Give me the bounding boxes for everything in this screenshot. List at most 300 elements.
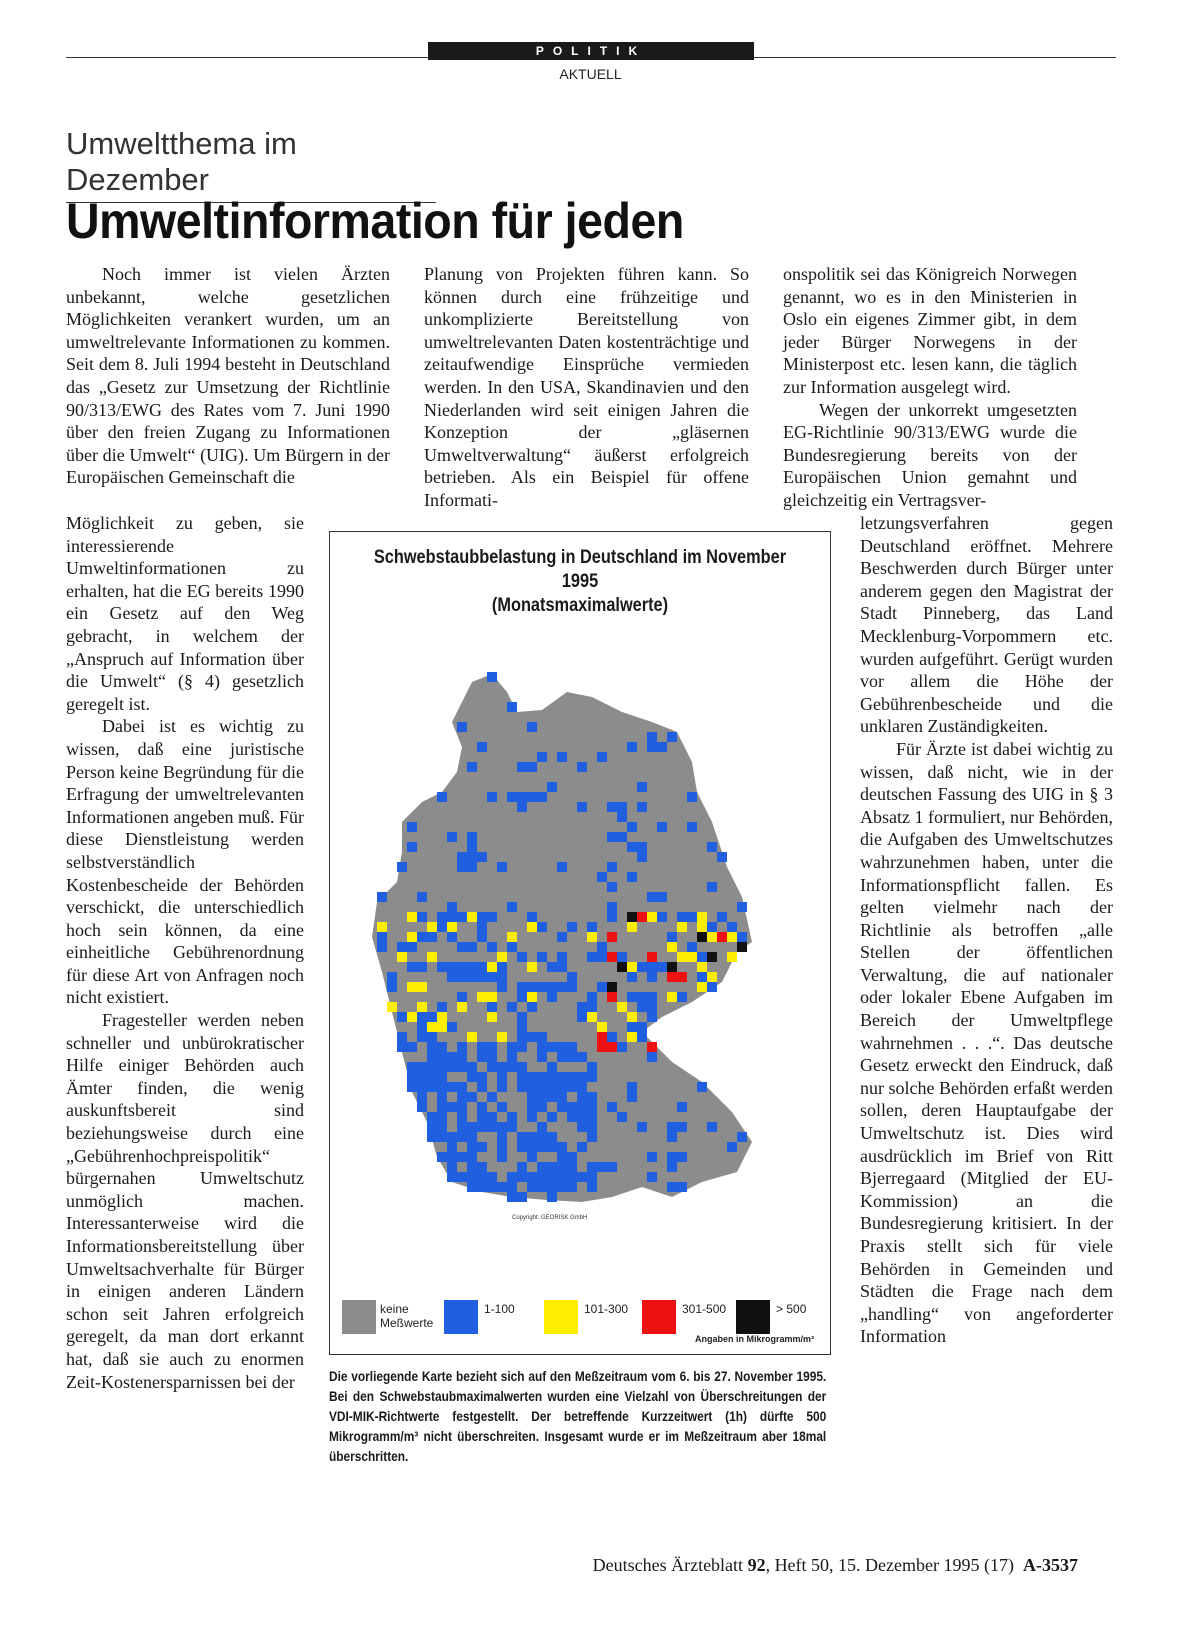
map-cell <box>487 1062 497 1072</box>
map-cell <box>677 1182 687 1192</box>
map-cell <box>507 932 517 942</box>
map-cell <box>557 982 567 992</box>
map-cell <box>507 1002 517 1012</box>
map-cell <box>527 1002 537 1012</box>
map-cell <box>647 962 657 972</box>
body-column-1-bottom <box>66 512 304 1393</box>
map-cell <box>487 1092 497 1102</box>
map-cell <box>677 952 687 962</box>
body-column-3-bottom <box>860 512 1113 1348</box>
map-cell <box>607 982 617 992</box>
map-cell <box>707 922 717 932</box>
map-cell <box>517 1192 527 1202</box>
map-cell <box>557 1172 567 1182</box>
map-cell <box>517 762 527 772</box>
map-cell <box>677 992 687 1002</box>
map-cell <box>607 932 617 942</box>
map-cell <box>667 972 677 982</box>
map-cell <box>697 952 707 962</box>
map-cell <box>487 1122 497 1132</box>
map-cell <box>457 992 467 1002</box>
map-cell <box>497 1072 507 1082</box>
map-cell <box>437 1062 447 1072</box>
map-cell <box>547 1042 557 1052</box>
body-paragraph: Noch immer ist vielen Ärzten unbekannt, welche gesetzlichen Möglichkeiten verankert wurden, um an umweltrelevante Informationen zu kommen. Seit dem 8. Juli 1994 besteht in Deutschland das „Gesetz zur Umsetzung der Richtlinie 90/313/EWG des Rates vom 7. Juni 1990 über den freien Zugang zu Informationen über die Umwelt“ (UIG). Um Bürgern in der Europäischen Gemeinschaft die <box>66 264 390 488</box>
map-cell <box>397 1042 407 1052</box>
map-cell <box>517 1022 527 1032</box>
map-cell <box>427 1112 437 1122</box>
map-cell <box>407 1042 417 1052</box>
map-cell <box>557 1042 567 1052</box>
map-cell <box>557 1092 567 1102</box>
map-cell <box>507 792 517 802</box>
map-cell <box>527 1112 537 1122</box>
map-cell <box>397 952 407 962</box>
map-cell <box>577 1172 587 1182</box>
map-cell <box>427 1052 437 1062</box>
body-paragraph: onspolitik sei das Königreich Norwegen genannt, wo es in den Ministerien in Oslo ein eigenes Zimmer gibt, in dem jeder Bürger Norwegens in der Ministerpost etc. lesen kann, die täglich zur Information ausgelegt wird. <box>783 264 1077 397</box>
map-cell <box>627 1012 637 1022</box>
body-column-1-top <box>66 263 390 489</box>
figure-title <box>365 546 795 618</box>
map-cell <box>497 962 507 972</box>
map-cell <box>467 962 477 972</box>
map-cell <box>537 1132 547 1142</box>
map-cell <box>407 1062 417 1072</box>
map-cell <box>467 1182 477 1192</box>
article-headline: Umweltinformation für jeden <box>66 193 684 249</box>
map-cell <box>567 1152 577 1162</box>
map-cell <box>487 1112 497 1122</box>
map-cell <box>737 1132 747 1142</box>
map-cell <box>687 792 697 802</box>
map-cell <box>557 1182 567 1192</box>
journal-name: Deutsches Ärzteblatt <box>592 1555 744 1575</box>
map-cell <box>617 1112 627 1122</box>
map-cell <box>467 1132 477 1142</box>
map-cell <box>687 952 697 962</box>
page-footer <box>593 1555 1078 1576</box>
map-cell <box>447 1172 457 1182</box>
map-cell <box>577 1052 587 1062</box>
map-cell <box>547 1062 557 1072</box>
map-cell <box>537 1182 547 1192</box>
map-cell <box>487 1012 497 1022</box>
map-cell <box>637 1002 647 1012</box>
map-cell <box>617 1042 627 1052</box>
map-cell <box>667 732 677 742</box>
map-cell <box>447 1052 457 1062</box>
map-cell <box>697 932 707 942</box>
page-number: A-3537 <box>1023 1555 1078 1575</box>
legend-swatch-no-data <box>342 1300 376 1334</box>
map-cell <box>627 1082 637 1092</box>
map-cell <box>707 842 717 852</box>
map-cell <box>647 732 657 742</box>
map-cell <box>607 992 617 1002</box>
map-cell <box>717 912 727 922</box>
map-cell <box>537 792 547 802</box>
map-cell <box>447 1162 457 1172</box>
map-cell <box>437 912 447 922</box>
map-cell <box>437 1012 447 1022</box>
map-cell <box>627 972 637 982</box>
map-cell <box>497 952 507 962</box>
map-cell <box>527 922 537 932</box>
map-cell <box>637 852 647 862</box>
map-cell <box>487 992 497 1002</box>
map-cell <box>707 982 717 992</box>
map-cell <box>437 1022 447 1032</box>
map-cell <box>527 1132 537 1142</box>
legend-label-1-100: 1-100 <box>484 1302 515 1316</box>
map-cell <box>427 1012 437 1022</box>
legend-label-101-300: 101-300 <box>584 1302 629 1316</box>
map-cell <box>607 862 617 872</box>
body-paragraph: Dabei ist es wichtig zu wissen, daß eine juristische Person keine Begründung für die Erfragung der umweltrelevanten Informationen angeben muß. Für diese Dienstleistung werden selbstverständlich Kostenbescheide der Behörden verschickt, die unterschiedlich hoch sein können, da eine einheitliche Gebührenordnung für diese Art von Anfragen noch nicht existiert. <box>66 716 304 1008</box>
map-cell <box>557 1072 567 1082</box>
map-cell <box>467 762 477 772</box>
map-cell <box>437 962 447 972</box>
map-cell <box>727 922 737 932</box>
map-cell <box>537 922 547 932</box>
map-cell <box>497 972 507 982</box>
map-cell <box>547 1082 557 1092</box>
map-cell <box>537 1172 547 1182</box>
map-cell <box>547 992 557 1002</box>
map-cell <box>567 1052 577 1062</box>
body-paragraph: Fragesteller werden neben schneller und unbürokratischer Hilfe einiger Behörden auch Ämter finden, die wenig auskunftsbereit sind beziehungsweise durch eine „Gebührenhochpreispolitik“ bürgernahen Umweltschutz unmöglich machen. Interessanterweise wird die Informationsbereitstellung über Umweltsachverhalte für Bürger in einigen anderen Ländern schon seit Jahren erfolgreich geregelt, da man dort erkannt hat, daß sie auch zu enormen Zeit-Kostenersparnissen bei der <box>66 1010 304 1392</box>
map-cell <box>527 792 537 802</box>
map-cell <box>557 1152 567 1162</box>
map-cell <box>587 932 597 942</box>
map-cell <box>417 962 427 972</box>
map-cell <box>477 992 487 1002</box>
map-cell <box>607 1042 617 1052</box>
legend-swatch-301-500 <box>642 1300 676 1334</box>
map-cell <box>577 1092 587 1102</box>
map-cell <box>587 1132 597 1142</box>
map-cell <box>477 1162 487 1172</box>
map-cell <box>447 1082 457 1092</box>
map-cell <box>607 832 617 842</box>
map-cell <box>407 822 417 832</box>
map-cell <box>407 1082 417 1092</box>
map-cell <box>487 942 497 952</box>
map-cell <box>497 1152 507 1162</box>
map-cell <box>477 972 487 982</box>
map-cell <box>627 872 637 882</box>
map-cell <box>457 1042 467 1052</box>
map-cell <box>447 902 457 912</box>
map-cell <box>477 852 487 862</box>
map-cell <box>437 1102 447 1112</box>
germany-map <box>342 652 818 1292</box>
map-cell <box>557 1102 567 1112</box>
map-cell <box>527 1082 537 1092</box>
map-cell <box>687 912 697 922</box>
map-cell <box>627 822 637 832</box>
map-cell <box>507 1042 517 1052</box>
map-cell <box>547 1112 557 1122</box>
map-cell <box>447 1142 457 1152</box>
map-cell <box>437 1002 447 1012</box>
map-cell <box>407 932 417 942</box>
map-cell <box>457 1082 467 1092</box>
map-cell <box>537 952 547 962</box>
map-cell <box>647 952 657 962</box>
map-cell <box>547 1192 557 1202</box>
map-cell <box>547 782 557 792</box>
map-cell <box>707 972 717 982</box>
map-cell <box>427 1062 437 1072</box>
map-cell <box>457 1062 467 1072</box>
map-cell <box>487 972 497 982</box>
map-cell <box>627 992 637 1002</box>
map-cell <box>587 1012 597 1022</box>
map-cell <box>637 782 647 792</box>
map-cell <box>637 962 647 972</box>
map-cell <box>707 1122 717 1132</box>
map-cell <box>437 1082 447 1092</box>
map-cell <box>527 982 537 992</box>
map-cell <box>627 1032 637 1042</box>
map-cell <box>677 1102 687 1112</box>
map-cell <box>557 1082 567 1092</box>
body-column-3-top <box>783 263 1077 512</box>
map-cell <box>527 722 537 732</box>
journal-volume: 92 <box>747 1555 766 1575</box>
body-paragraph: Möglichkeit zu geben, sie interessierende Umweltinformationen zu erhalten, hat die EG bereits 1990 ein Gesetz auf den Weg gebracht, in welchem der „Anspruch auf Information über die Umwelt“ (§ 4) gesetzlich geregelt ist. <box>66 513 304 714</box>
map-cell <box>627 962 637 972</box>
map-cell <box>517 1172 527 1182</box>
map-cell <box>547 1072 557 1082</box>
map-cell <box>497 1122 507 1132</box>
map-cell <box>627 922 637 932</box>
map-cell <box>487 1002 497 1012</box>
map-cell <box>477 1172 487 1182</box>
map-cell <box>467 912 477 922</box>
map-cell <box>517 802 527 812</box>
map-cell <box>567 1182 577 1192</box>
map-cell <box>557 1162 567 1172</box>
map-cell <box>707 882 717 892</box>
map-cell <box>517 1082 527 1092</box>
body-column-2 <box>424 263 749 512</box>
map-cell <box>567 922 577 932</box>
map-cell <box>457 722 467 732</box>
map-cell <box>447 1022 457 1032</box>
legend-label-line-2: Meßwerte <box>380 1316 434 1330</box>
map-cell <box>427 1032 437 1042</box>
map-cell <box>427 1042 437 1052</box>
map-cell <box>517 1032 527 1042</box>
map-cell <box>477 922 487 932</box>
map-cell <box>607 952 617 962</box>
map-cell <box>477 1142 487 1152</box>
map-cell <box>687 822 697 832</box>
map-cell <box>697 912 707 922</box>
map-cell <box>377 892 387 902</box>
map-cell <box>467 972 477 982</box>
map-cell <box>647 892 657 902</box>
map-cell <box>697 962 707 972</box>
map-cell <box>637 802 647 812</box>
map-cell <box>647 912 657 922</box>
map-cell <box>597 752 607 762</box>
map-cell <box>667 962 677 972</box>
map-cell <box>667 932 677 942</box>
map-cell <box>647 742 657 752</box>
map-cell <box>447 1132 457 1142</box>
map-cell <box>697 972 707 982</box>
map-cell <box>397 862 407 872</box>
map-cell <box>377 922 387 932</box>
map-cell <box>527 762 537 772</box>
map-cell <box>557 862 567 872</box>
map-cell <box>617 952 627 962</box>
map-cell <box>667 1152 677 1162</box>
map-cell <box>427 1082 437 1092</box>
map-cell <box>527 1142 537 1152</box>
map-cell <box>497 862 507 872</box>
map-cell <box>467 1162 477 1172</box>
figure-title-line-2: (Monatsmaximalwerte) <box>491 595 669 616</box>
map-cell <box>407 1072 417 1082</box>
map-cell <box>597 1022 607 1032</box>
map-copyright: Copyright: GEORISK GmbH <box>512 1215 588 1221</box>
map-cell <box>727 1142 737 1152</box>
map-cell <box>607 912 617 922</box>
subsection-label: AKTUELL <box>559 66 622 82</box>
map-cell <box>567 1172 577 1182</box>
map-cell <box>457 1102 467 1112</box>
map-cell <box>457 1092 467 1102</box>
map-cell <box>457 942 467 952</box>
map-cell <box>647 972 657 982</box>
map-cell <box>467 1152 477 1162</box>
map-cell <box>677 912 687 922</box>
map-cell <box>477 1122 487 1132</box>
legend-swatch-101-300 <box>544 1300 578 1334</box>
map-cell <box>657 912 667 922</box>
map-cell <box>447 972 457 982</box>
map-cell <box>547 1182 557 1192</box>
figure-caption: Die vorliegende Karte bezieht sich auf den Meßzeitraum vom 6. bis 27. November 1995. Bei den Schwebstaubmaximalwerten wurden eine Vielzahl von Überschreitungen der VDI-MIK-Richtwerte festgestellt. Der betreffende Kurzzeitwert (1h) dürfte 500 Mikrogramm/m³ nicht überschreiten. Insgesamt wurde er im Meßzeitraum aber 18mal überschritten. <box>329 1368 827 1464</box>
map-cell <box>377 932 387 942</box>
map-cell <box>627 1092 637 1102</box>
map-cell <box>647 1152 657 1162</box>
map-cell <box>657 962 667 972</box>
map-cell <box>417 912 427 922</box>
map-cell <box>587 1102 597 1112</box>
map-cell <box>447 832 457 842</box>
map-cell <box>437 1132 447 1142</box>
map-cell <box>417 1092 427 1102</box>
map-cell <box>637 842 647 852</box>
map-cell <box>547 962 557 972</box>
map-cell <box>437 792 447 802</box>
article-kicker: Umweltthema im Dezember <box>66 126 436 203</box>
map-cell <box>387 982 397 992</box>
legend-label-over-500: > 500 <box>776 1302 807 1316</box>
map-cell <box>597 1042 607 1052</box>
map-cell <box>457 1132 467 1142</box>
map-cell <box>467 942 477 952</box>
map-cell <box>437 1112 447 1122</box>
map-cell <box>517 1012 527 1022</box>
map-cell <box>407 962 417 972</box>
map-cell <box>557 962 567 972</box>
map-cell <box>477 912 487 922</box>
map-cell <box>737 902 747 912</box>
map-cell <box>497 1182 507 1192</box>
map-cell <box>557 952 567 962</box>
map-cell <box>457 1122 467 1132</box>
map-cell <box>647 1002 657 1012</box>
map-cell <box>607 882 617 892</box>
map-cell <box>377 942 387 952</box>
map-cell <box>637 992 647 1002</box>
map-cell <box>557 752 567 762</box>
map-cell <box>447 1062 457 1072</box>
body-paragraph: Für Ärzte ist dabei wichtig zu wissen, daß nicht, wie in der deutschen Fassung des UIG in § 3 Absatz 1 formuliert, nur Behörden, die Aufgaben des Umweltschutzes wahrzunehmen haben, unter die Informationspflicht fallen. Es gelten vielmehr nach der Richtlinie als betroffen „alle Stellen der öffentlichen Verwaltung, die auf nationaler oder lokaler Ebene Aufgaben im Bereich der Umweltpflege wahrnehmen . . .“. Das deutsche Gesetz erweckt den Eindruck, daß nur solche Behörden erfaßt werden sollen, deren Hauptaufgabe der Umweltschutz ist. Dies wird ausdrücklich im Brief von Ritt Bjerregaard (Mitglied der EU-Kommission) an die Bundesregierung kritisiert. In der Praxis stellt sich für viele Behörden in Gemeinden und Städten die Frage nach dem „handling“ von angeforderter Information <box>860 738 1113 1347</box>
map-cell <box>547 1142 557 1152</box>
map-cell <box>437 1152 447 1162</box>
map-cell <box>457 972 467 982</box>
map-cell <box>477 1042 487 1052</box>
map-cell <box>467 862 477 872</box>
map-cell <box>407 912 417 922</box>
map-cell <box>537 1052 547 1062</box>
map-cell <box>517 792 527 802</box>
map-cell <box>507 1122 517 1132</box>
map-figure <box>329 531 831 1355</box>
map-cell <box>417 892 427 902</box>
map-cell <box>537 1042 547 1052</box>
map-cell <box>577 1112 587 1122</box>
map-cell <box>527 1072 537 1082</box>
map-cell <box>527 1182 537 1192</box>
map-cell <box>477 1182 487 1192</box>
map-cell <box>517 1062 527 1072</box>
map-cell <box>477 1072 487 1082</box>
map-cell <box>627 842 637 852</box>
map-legend <box>340 1292 820 1350</box>
map-cell <box>567 1162 577 1172</box>
map-cell <box>487 1052 497 1062</box>
section-label: POLITIK <box>428 42 754 60</box>
map-cell <box>517 1162 527 1172</box>
map-cell <box>407 842 417 852</box>
map-cell <box>547 982 557 992</box>
map-cell <box>577 1072 587 1082</box>
body-paragraph: letzungsverfahren gegen Deutschland eröffnet. Mehrere Beschwerden durch Bürger unter anderem gegen den Magistrat der Stadt Pinneberg, das Land Mecklenburg-Vorpommern etc. wurden aufgeführt. Gerügt wurden vor allem die Höhe der Gebührenbescheide und die unklaren Zuständigkeiten. <box>860 513 1113 737</box>
map-cell <box>737 932 747 942</box>
map-cell <box>477 1102 487 1112</box>
map-cell <box>667 1132 677 1142</box>
map-cell <box>647 1052 657 1062</box>
map-cell <box>537 982 547 992</box>
map-cell <box>687 942 697 952</box>
map-cell <box>527 1152 537 1162</box>
map-cell <box>407 942 417 952</box>
map-cell <box>387 972 397 982</box>
map-cell <box>427 1022 437 1032</box>
map-cell <box>457 1172 467 1182</box>
map-cell <box>607 1102 617 1112</box>
map-cell <box>447 1102 457 1112</box>
